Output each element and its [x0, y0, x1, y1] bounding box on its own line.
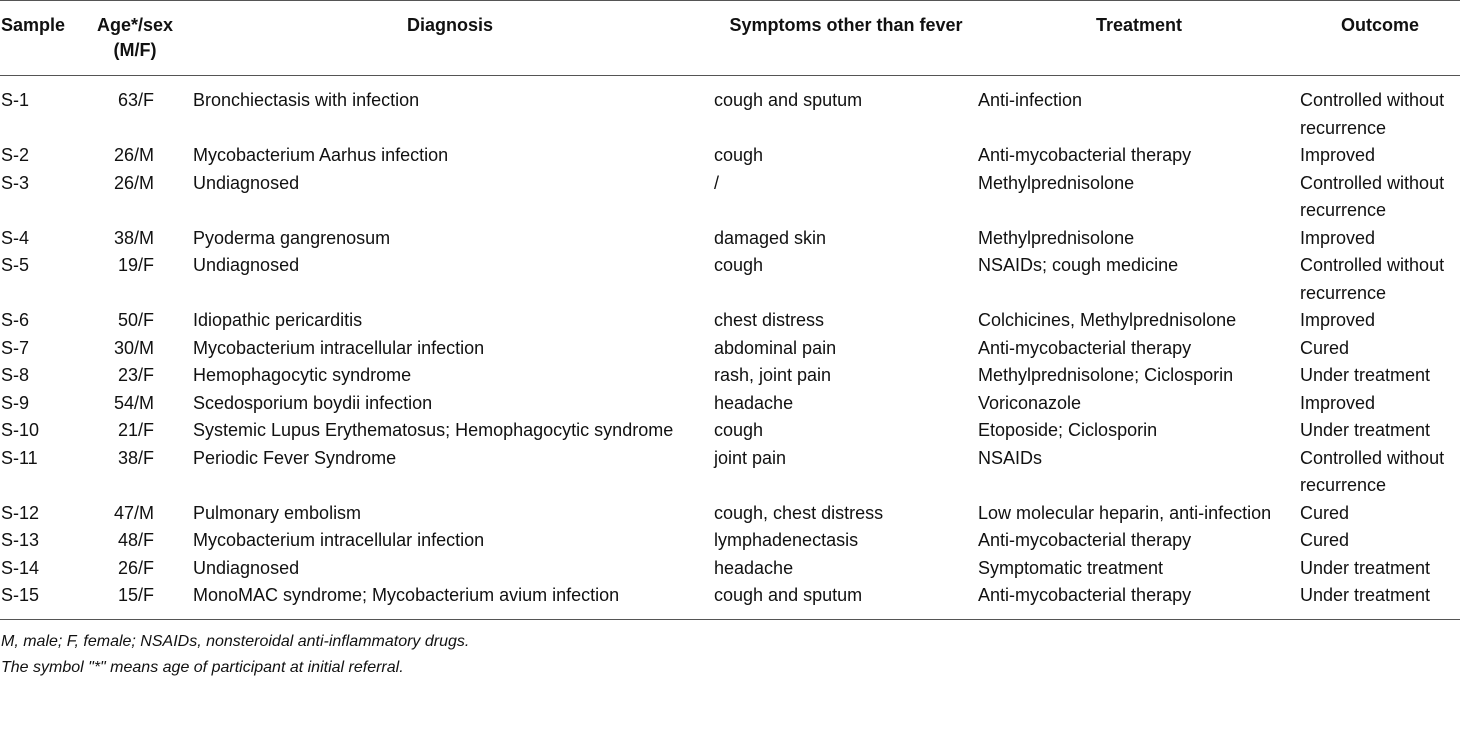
- cell-diagnosis: Scedosporium boydii infection: [193, 392, 433, 413]
- cell-outcome: Under treatment: [1300, 585, 1431, 605]
- table-row: [0, 307, 1460, 335]
- cell-sample: S-12: [1, 502, 40, 523]
- cell-diagnosis: Undiagnosed: [193, 172, 300, 193]
- cell-age-sex: 26/M: [113, 172, 154, 193]
- cell-age-sex: 38/M: [113, 227, 154, 248]
- cell-diagnosis: Periodic Fever Syndrome: [193, 447, 397, 468]
- cell-treatment: Anti-infection: [978, 90, 1083, 110]
- table-header: [0, 1, 1460, 76]
- cell-symptoms: lymphadenectasis: [714, 530, 859, 550]
- cell-symptoms: cough and sputum: [714, 585, 863, 605]
- cell-outcome: Improved: [1300, 392, 1376, 413]
- cell-diagnosis: Idiopathic pericarditis: [193, 310, 363, 330]
- cell-treatment: Low molecular heparin, anti-infection: [978, 502, 1272, 523]
- header-treatment: Treatment: [1095, 15, 1183, 35]
- cell-treatment: NSAIDs; cough medicine: [978, 255, 1179, 275]
- header-sample: Sample: [1, 15, 66, 35]
- cell-sample: S-1: [1, 90, 30, 110]
- table-row: [0, 500, 1460, 528]
- cell-symptoms: damaged skin: [714, 227, 827, 248]
- header-age-sex: Age*/sex (M/F): [96, 15, 174, 60]
- cell-treatment: Anti-mycobacterial therapy: [978, 585, 1192, 605]
- cell-treatment: Symptomatic treatment: [978, 557, 1164, 578]
- cell-diagnosis: MonoMAC syndrome; Mycobacterium avium infection: [193, 585, 620, 605]
- cell-symptoms: headache: [714, 557, 794, 578]
- cell-symptoms: rash, joint pain: [714, 365, 832, 385]
- cell-symptoms: cough: [714, 255, 764, 275]
- table-row: [0, 445, 1460, 500]
- cell-treatment: Anti-mycobacterial therapy: [978, 337, 1192, 358]
- cell-symptoms: cough, chest distress: [714, 502, 884, 523]
- table-body: [0, 76, 1460, 620]
- cell-symptoms: chest distress: [714, 310, 825, 330]
- cell-sample: S-2: [1, 145, 30, 165]
- cell-sample: S-4: [1, 227, 30, 248]
- cell-age-sex: 23/F: [117, 365, 154, 385]
- cell-outcome: Controlled without recurrence: [1300, 447, 1445, 495]
- cell-diagnosis: Hemophagocytic syndrome: [193, 365, 412, 385]
- cell-symptoms: abdominal pain: [714, 337, 837, 358]
- cell-age-sex: 30/M: [113, 337, 154, 358]
- cell-age-sex: 38/F: [117, 447, 154, 468]
- cell-outcome: Cured: [1300, 502, 1350, 523]
- table-row: [0, 417, 1460, 445]
- cell-sample: S-14: [1, 557, 40, 578]
- table-row: [0, 582, 1460, 619]
- table-row: [0, 142, 1460, 170]
- table-row: [0, 335, 1460, 363]
- cell-sample: S-8: [1, 365, 30, 385]
- cell-age-sex: 54/M: [113, 392, 154, 413]
- cell-symptoms: joint pain: [714, 447, 787, 468]
- cell-sample: S-5: [1, 255, 30, 275]
- cell-diagnosis: Mycobacterium intracellular infection: [193, 337, 485, 358]
- table-row: [0, 555, 1460, 583]
- cell-outcome: Under treatment: [1300, 365, 1431, 385]
- table-row: [0, 76, 1460, 143]
- cell-treatment: Methylprednisolone: [978, 172, 1135, 193]
- table-footnotes: [0, 620, 1460, 681]
- cell-age-sex: 47/M: [113, 502, 154, 523]
- cell-diagnosis: Pulmonary embolism: [193, 502, 362, 523]
- footnote-abbreviations: M, male; F, female; NSAIDs, nonsteroidal anti-inflammatory drugs.: [1, 632, 470, 650]
- cell-symptoms: cough and sputum: [714, 90, 863, 110]
- cell-sample: S-9: [1, 392, 30, 413]
- cell-symptoms: /: [714, 172, 720, 193]
- cell-symptoms: cough: [714, 420, 764, 440]
- cell-age-sex: 48/F: [117, 530, 154, 550]
- header-outcome: Outcome: [1340, 15, 1419, 35]
- cell-sample: S-3: [1, 172, 30, 193]
- cell-diagnosis: Systemic Lupus Erythematosus; Hemophagocytic syndrome: [193, 420, 674, 440]
- cell-treatment: Anti-mycobacterial therapy: [978, 530, 1192, 550]
- cell-diagnosis: Mycobacterium intracellular infection: [193, 530, 485, 550]
- cell-age-sex: 50/F: [117, 310, 154, 330]
- cell-outcome: Cured: [1300, 530, 1350, 550]
- cell-treatment: Voriconazole: [978, 392, 1082, 413]
- cell-treatment: Etoposide; Ciclosporin: [978, 420, 1158, 440]
- cell-symptoms: cough: [714, 145, 764, 165]
- cell-treatment: Methylprednisolone; Ciclosporin: [978, 365, 1234, 385]
- header-diagnosis: Diagnosis: [406, 15, 494, 35]
- cell-treatment: NSAIDs: [978, 447, 1043, 468]
- cell-outcome: Under treatment: [1300, 557, 1431, 578]
- cell-diagnosis: Undiagnosed: [193, 255, 300, 275]
- cell-outcome: Controlled without recurrence: [1300, 255, 1445, 303]
- cell-diagnosis: Bronchiectasis with infection: [193, 90, 420, 110]
- cell-treatment: Methylprednisolone: [978, 227, 1135, 248]
- table-row: [0, 362, 1460, 390]
- cell-sample: S-6: [1, 310, 30, 330]
- cell-outcome: Improved: [1300, 310, 1376, 330]
- cell-sample: S-15: [1, 585, 40, 605]
- footnote-age-symbol: The symbol "*" means age of participant at initial referral.: [1, 658, 404, 676]
- table-row: [0, 527, 1460, 555]
- cell-age-sex: 19/F: [117, 255, 154, 275]
- cell-outcome: Cured: [1300, 337, 1350, 358]
- cell-outcome: Improved: [1300, 145, 1376, 165]
- cell-sample: S-11: [1, 447, 38, 468]
- cell-diagnosis: Undiagnosed: [193, 557, 300, 578]
- header-symptoms: Symptoms other than fever: [729, 15, 963, 35]
- table-row: [0, 170, 1460, 225]
- cell-treatment: Anti-mycobacterial therapy: [978, 145, 1192, 165]
- header-row: [0, 1, 1460, 76]
- table-row: [0, 390, 1460, 418]
- cell-sample: S-7: [1, 337, 30, 358]
- cell-outcome: Improved: [1300, 227, 1376, 248]
- table-row: [0, 252, 1460, 307]
- cell-outcome: Controlled without recurrence: [1300, 90, 1445, 138]
- cell-sample: S-13: [1, 530, 40, 550]
- cell-age-sex: 63/F: [117, 90, 154, 110]
- cell-diagnosis: Mycobacterium Aarhus infection: [193, 145, 449, 165]
- cell-outcome: Under treatment: [1300, 420, 1431, 440]
- cell-age-sex: 21/F: [117, 420, 154, 440]
- cell-diagnosis: Pyoderma gangrenosum: [193, 227, 391, 248]
- cell-symptoms: headache: [714, 392, 794, 413]
- table-row: [0, 225, 1460, 253]
- cell-sample: S-10: [1, 420, 40, 440]
- cell-treatment: Colchicines, Methylprednisolone: [978, 310, 1237, 330]
- cell-age-sex: 26/M: [113, 145, 154, 165]
- cell-outcome: Controlled without recurrence: [1300, 172, 1445, 220]
- cell-age-sex: 26/F: [117, 557, 154, 578]
- cell-age-sex: 15/F: [117, 585, 154, 605]
